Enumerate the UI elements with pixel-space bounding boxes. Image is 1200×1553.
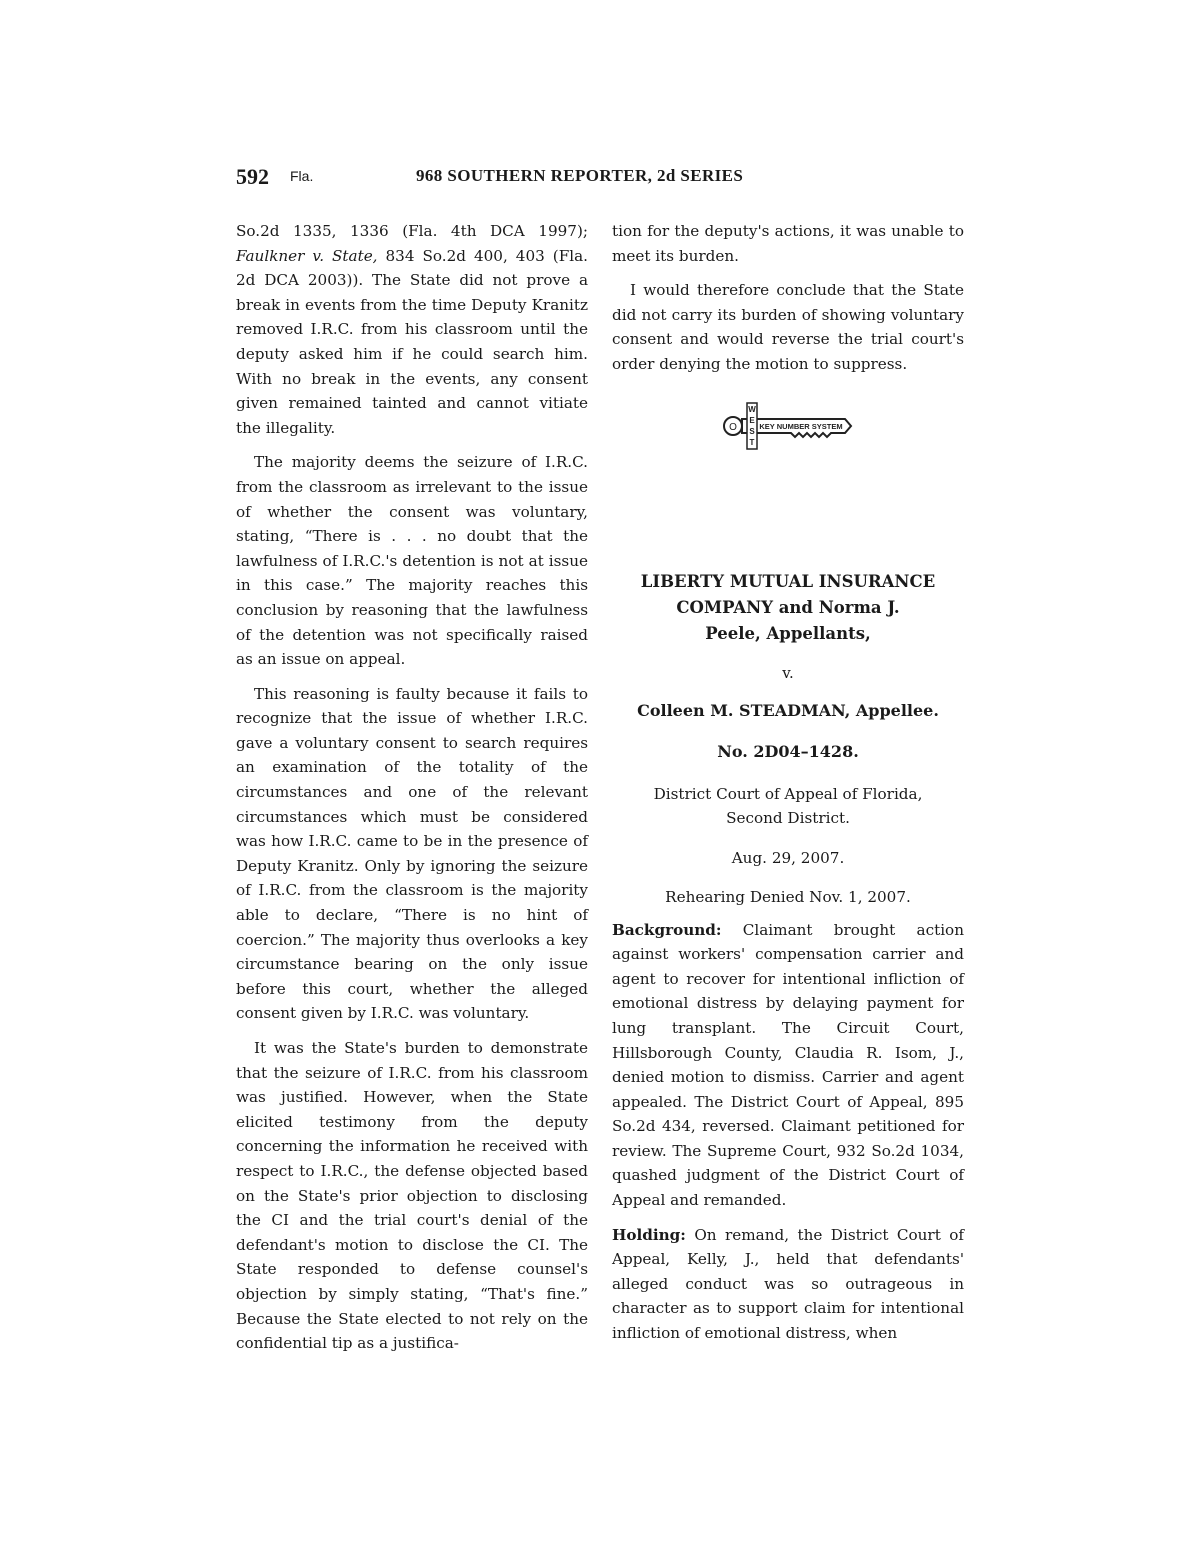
reporter-title: 968 SOUTHERN REPORTER, 2d SERIES	[416, 166, 744, 185]
case-citation: Faulkner v. State,	[236, 246, 378, 265]
citation-text: So.2d 1335, 1336 (Fla. 4th DCA 1997);	[236, 222, 588, 240]
paragraph-text: 834 So.2d 400, 403 (Fla. 2d DCA 2003)). The State did not prove a break in events from the time Deputy Kranitz removed I.R.C. from his classroom until the deputy asked him if he could search him. With no break in the events, any consent given remained tainted and cannot vitiate the illegality.	[236, 246, 588, 437]
versus-label: v.	[782, 663, 794, 682]
background-text: Claimant brought action against workers' compensation carrier and agent to recover for intentional infliction of emotional distress by delaying payment for lung transplant. The Circuit Court, Hillsborough County, Claudia R. Isom, J., denied motion to dismiss. Carrier and agent appealed. The District Court of Appeal, 895 So.2d 434, reversed. Claimant petitioned for review. The Supreme Court, 932 So.2d 1034, quashed judgment of the District Court of Appeal and remanded.	[612, 920, 964, 1210]
state-abbreviation: Fla.	[290, 168, 314, 184]
holding-label: Holding:	[612, 1225, 686, 1244]
case-title-line-1: LIBERTY MUTUAL INSURANCE	[640, 571, 936, 591]
left-paragraph-4: It was the State's burden to demonstrate that the seizure of I.R.C. from his classroom was justified. However, when the State elicited testimony from the deputy concerning the information he received with respect to I.R.C., the defense objected based on the State's prior objection to disclosing the CI and the trial court's denial of the defendant's motion to disclose the CI. The State responded to defense counsel's objection by simply stating, “That's fine.” Because the State elected to not rely on the confidential tip as a justifica-	[236, 1039, 588, 1353]
emblem-letter-t: T	[749, 437, 755, 447]
left-paragraph-1	[236, 219, 588, 440]
right-paragraph-1: tion for the deputy's actions, it was unable to meet its burden.	[612, 222, 964, 265]
court-name	[612, 782, 964, 830]
case-title	[612, 569, 964, 647]
emblem-text: KEY NUMBER SYSTEM	[759, 421, 843, 431]
emblem-letter-w: W	[748, 404, 756, 414]
case-title-line-2: COMPANY and Norma J.	[676, 597, 900, 617]
emblem-circle-letter: O	[729, 421, 737, 433]
background-summary	[612, 918, 964, 1213]
background-label: Background:	[612, 920, 722, 939]
docket-number: No. 2D04–1428.	[717, 741, 859, 761]
emblem-letter-s: S	[749, 426, 755, 436]
appellee-name: Colleen M. STEADMAN, Appellee.	[637, 701, 939, 721]
holding-text: On remand, the District Court of Appeal, Kelly, J., held that defendants' alleged conduct was so outrageous in character as to support claim for intentional infliction of emotional distress, when	[612, 1225, 964, 1343]
left-paragraph-2: The majority deems the seizure of I.R.C. from the classroom as irrelevant to the issue of whether the consent was voluntary, stating, “There is . . . no doubt that the lawfulness of I.R.C.'s detention is not at issue in this case.” The majority reaches this conclusion by reasoning that the lawfulness of the detention was not specifically raised as an issue on appeal.	[236, 453, 588, 669]
page-number: 592	[236, 164, 269, 189]
emblem-letter-e: E	[749, 415, 755, 425]
running-header	[236, 166, 966, 192]
right-paragraph-2: I would therefore conclude that the State did not carry its burden of showing voluntary consent and would reverse the trial court's order denying the motion to suppress.	[612, 281, 964, 373]
court-line-2: Second District.	[726, 809, 850, 828]
court-line-1: District Court of Appeal of Florida,	[653, 785, 923, 804]
left-column	[236, 219, 588, 1366]
decision-date: Aug. 29, 2007.	[731, 849, 845, 868]
left-paragraph-3: This reasoning is faulty because it fails to recognize that the issue of whether I.R.C. gave a voluntary consent to search requires an examination of the totality of the circumstances and one of the relevant circumstances which must be considered was how I.R.C. came to be in the presence of Deputy Kranitz. Only by ignoring the seizure of I.R.C. from the classroom is the majority able to declare, “There is no hint of coercion.” The majority thus overlooks a key circumstance bearing on the only issue before this court, whether the alleged consent given by I.R.C. was voluntary.	[236, 684, 588, 1023]
rehearing-date: Rehearing Denied Nov. 1, 2007.	[665, 887, 911, 906]
key-number-system-icon	[723, 399, 853, 453]
holding-summary	[612, 1223, 964, 1346]
right-column	[612, 219, 964, 1356]
case-title-line-3: Peele, Appellants,	[705, 623, 871, 643]
